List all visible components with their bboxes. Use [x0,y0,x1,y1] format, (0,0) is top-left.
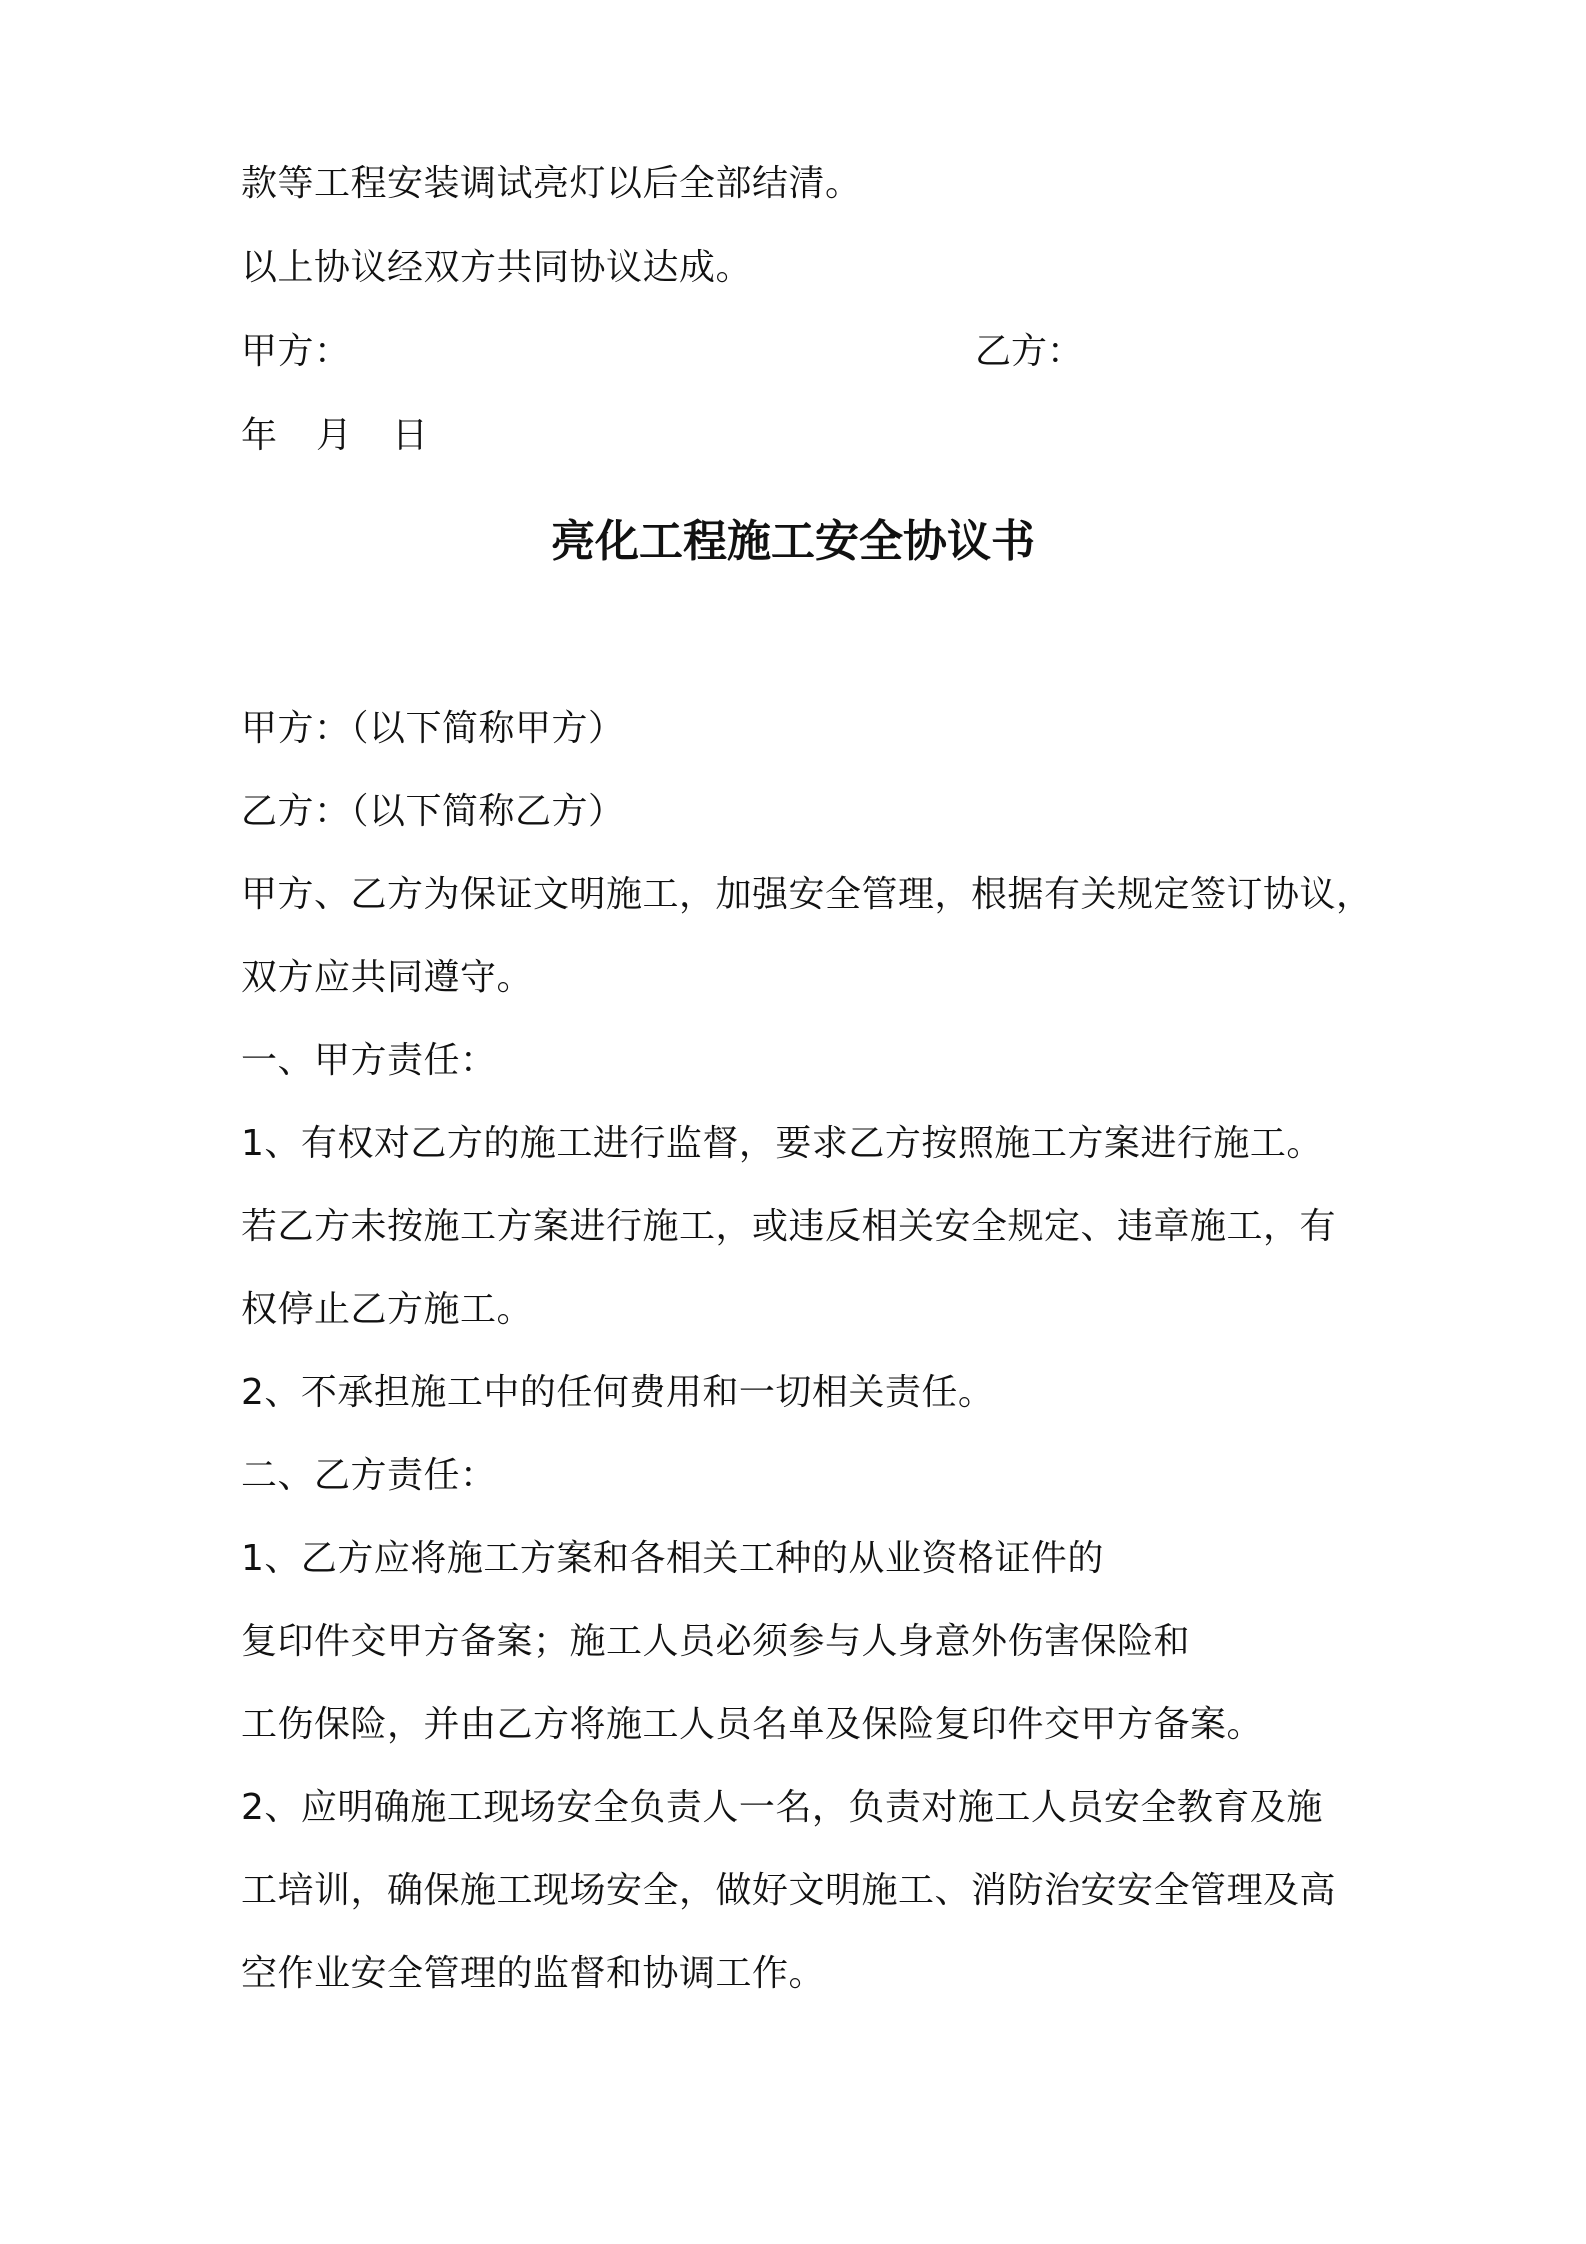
date-year: 年 [241,415,278,456]
prev-page-line-1: 款等工程安装调试亮灯以后全部结清。 [241,163,862,204]
clause-b1-line-1: 1、乙方应将施工方案和各相关工种的从业资格证件的 [241,1538,1104,1579]
party-b-line: 乙方：（以下简称乙方） [241,791,625,832]
clause-a1-line-1: 1、有权对乙方的施工进行监督，要求乙方按照施工方案进行施工。 [241,1123,1323,1164]
section-heading-party-b: 二、乙方责任： [241,1455,497,1496]
party-a-line: 甲方：（以下简称甲方） [241,708,625,749]
clause-b1-line-3: 工伤保险，并由乙方将施工人员名单及保险复印件交甲方备案。 [241,1704,1264,1745]
clause-b2-line-2: 工培训，确保施工现场安全，做好文明施工、消防治安安全管理及高 [241,1870,1337,1911]
document-title: 亮化工程施工安全协议书 [551,516,1035,567]
signature-party-b: 乙方： [975,331,1084,372]
clause-a2-line-1: 2、不承担施工中的任何费用和一切相关责任。 [241,1372,995,1413]
clause-b2-line-1: 2、应明确施工现场安全负责人一名，负责对施工人员安全教育及施 [241,1787,1323,1828]
date-day: 日 [392,415,429,456]
clause-a1-line-2: 若乙方未按施工方案进行施工，或违反相关安全规定、违章施工，有 [241,1206,1337,1247]
preamble-line-2: 双方应共同遵守。 [241,957,534,998]
preamble-line-1: 甲方、乙方为保证文明施工，加强安全管理，根据有关规定签订协议， [241,874,1373,915]
prev-page-line-2: 以上协议经双方共同协议达成。 [241,247,753,288]
signature-party-a: 甲方： [241,331,351,372]
clause-a1-line-3: 权停止乙方施工。 [241,1289,534,1330]
clause-b2-line-3: 空作业安全管理的监督和协调工作。 [241,1953,826,1994]
clause-b1-line-2: 复印件交甲方备案；施工人员必须参与人身意外伤害保险和 [241,1621,1191,1662]
section-heading-party-a: 一、甲方责任： [241,1040,497,1081]
date-month: 月 [316,415,353,456]
